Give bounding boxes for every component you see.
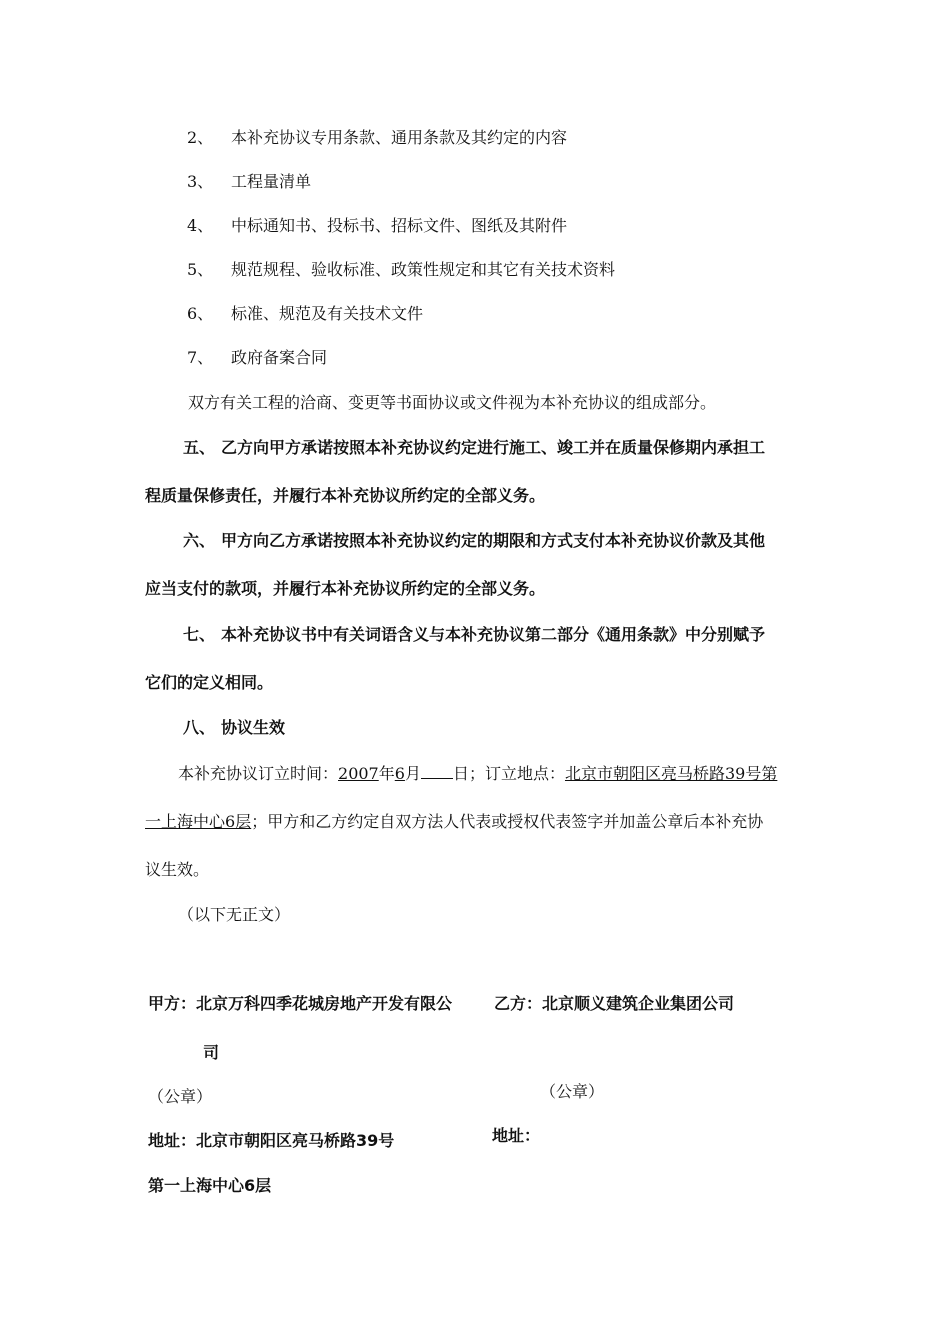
clause-5-line-1 xyxy=(183,438,765,458)
signing-day-blank xyxy=(421,763,453,779)
party-a-seal: （公章） xyxy=(148,1087,213,1106)
list-item-text: 工程量清单 xyxy=(231,172,312,191)
effect-line-1 xyxy=(178,763,777,784)
clause-7-line-2: 它们的定义相同。 xyxy=(145,673,274,692)
party-a-name-continued: 司 xyxy=(203,1043,220,1062)
list-item-text: 政府备案合同 xyxy=(231,348,328,367)
clause-7-line-1 xyxy=(183,625,765,645)
clause-6-line-2: 应当支付的款项，并履行本补充协议所约定的全部义务。 xyxy=(145,579,546,598)
effect-line-2 xyxy=(145,812,763,832)
party-b-seal: （公章） xyxy=(540,1082,605,1101)
clause-7-text: 本补充协议书中有关词语含义与本补充协议第二部分《通用条款》中分别赋予 xyxy=(221,625,766,644)
clause-8-title: 协议生效 xyxy=(221,718,286,737)
list-item xyxy=(187,348,327,368)
signing-time-label: 本补充协议订立时间： xyxy=(178,764,339,783)
list-item-text: 标准、规范及有关技术文件 xyxy=(231,304,424,323)
list-item-text: 本补充协议专用条款、通用条款及其约定的内容 xyxy=(231,128,568,147)
list-item-number: 3、 xyxy=(187,172,214,191)
clause-6-text: 甲方向乙方承诺按照本补充协议约定的期限和方式支付本补充协议价款及其他 xyxy=(221,531,766,550)
clause-5-line-2: 程质量保修责任，并履行本补充协议所约定的全部义务。 xyxy=(145,486,546,505)
signing-place: 北京市朝阳区亮马桥路39号第 xyxy=(564,764,778,783)
list-item-number: 7、 xyxy=(187,348,214,367)
clause-6-number: 六、 xyxy=(183,531,216,550)
clause-5-number: 五、 xyxy=(183,438,216,457)
list-item xyxy=(187,304,423,324)
day-unit-place-label: 日；订立地点： xyxy=(452,764,565,783)
no-more-text-note: （以下无正文） xyxy=(178,905,291,924)
list-item-number: 6、 xyxy=(187,304,214,323)
party-b-address: 地址： xyxy=(492,1126,541,1145)
list-item-number: 2、 xyxy=(187,128,214,147)
list-item-text: 规范规程、验收标准、政策性规定和其它有关技术资料 xyxy=(231,260,616,279)
clause-5-text: 乙方向甲方承诺按照本补充协议约定进行施工、竣工并在质量保修期内承担工 xyxy=(221,438,766,457)
month-unit: 月 xyxy=(404,764,421,783)
year-unit: 年 xyxy=(378,764,395,783)
effect-text: ；甲方和乙方约定自双方法人代表或授权代表签字并加盖公章后本补充协 xyxy=(251,812,764,831)
composition-note: 双方有关工程的洽商、变更等书面协议或文件视为本补充协议的组成部分。 xyxy=(188,393,717,412)
signing-year: 2007 xyxy=(338,764,379,783)
effect-line-3: 议生效。 xyxy=(145,860,210,879)
signing-month: 6 xyxy=(394,764,405,783)
signing-place-continued: 一上海中心6层 xyxy=(145,812,252,831)
list-item-number: 4、 xyxy=(187,216,214,235)
list-item xyxy=(187,216,567,236)
list-item xyxy=(187,172,311,192)
clause-8-number: 八、 xyxy=(183,718,216,737)
list-item xyxy=(187,260,615,280)
list-item-number: 5、 xyxy=(187,260,214,279)
party-a-address: 地址：北京市朝阳区亮马桥路39号 xyxy=(148,1131,395,1150)
list-item-text: 中标通知书、投标书、招标文件、图纸及其附件 xyxy=(231,216,568,235)
party-a-address-continued: 第一上海中心6层 xyxy=(148,1176,272,1195)
clause-7-number: 七、 xyxy=(183,625,216,644)
clause-6-line-1 xyxy=(183,531,765,551)
list-item xyxy=(187,128,567,148)
clause-8-heading xyxy=(183,718,285,738)
party-b-name: 乙方：北京顺义建筑企业集团公司 xyxy=(494,994,735,1013)
party-a-name: 甲方：北京万科四季花城房地产开发有限公 xyxy=(148,994,453,1013)
